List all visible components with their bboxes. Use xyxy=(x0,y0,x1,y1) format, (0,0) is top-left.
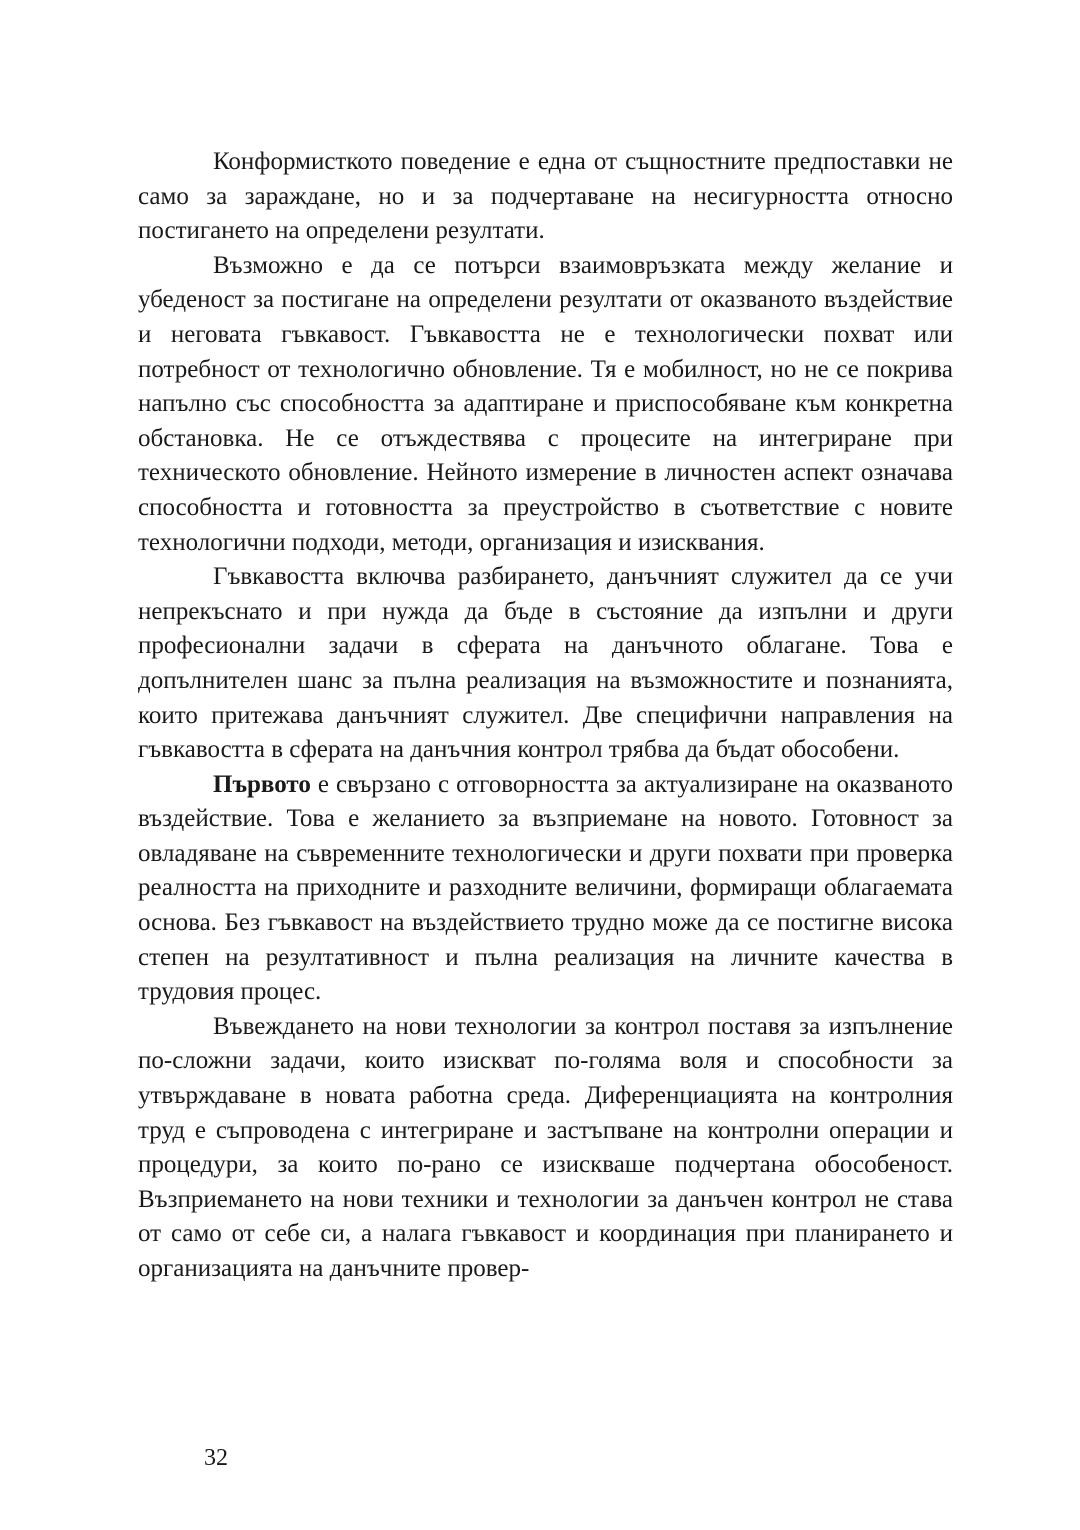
paragraph-3 xyxy=(138,560,953,768)
paragraph-1 xyxy=(138,145,953,249)
page-number: 32 xyxy=(204,1445,228,1471)
paragraph-3-text: Гъвкавостта включва разбирането, данъчният служител да се учи непрекъснато и при нужда да бъде в състояние да изпълни и други професионални задачи в сферата на данъчното облагане. Това е допълнителен шанс за пълна реализация на възможностите и познанията, които притежава данъчният служител. Две специфични направления на гъвкавостта в сферата на данъчния контрол трябва да бъдат обособени. xyxy=(138,563,953,764)
body-text xyxy=(138,145,953,1287)
paragraph-5-text: Въвеждането на нови технологии за контрол поставя за изпълнение по-сложни задачи, които изискват по-голяма воля и способности за утвърждаване в новата работна среда. Диференциацията на контролния труд е съпроводена с интегриране и застъпване на контролни операции и процедури, за които по-рано се изискваше подчертана обособеност. Възприемането на нови техники и технологии за данъчен контрол не става от само от себе си, а налага гъвкавост и координация при планирането и организацията на данъчните провер- xyxy=(138,1012,953,1282)
paragraph-2 xyxy=(138,249,953,560)
paragraph-4-bold-lead: Първото xyxy=(213,770,311,798)
paragraph-2-text: Възможно е да се потърси взаимовръзката между желание и убеденост за постигане на определени резултати от оказваното въздействие и неговата гъвкавост. Гъвкавостта не е технологически похват или потребност от технологично обновление. Тя е мобилност, но не се покрива напълно със способността за адаптиране и приспособяване към конкретна обстановка. Не се отъждествява с процесите на интегриране при техническото обновление. Нейното измерение в личностен аспект означава способността и готовността за преустройство в съответствие с новите технологични подходи, методи, организация и изисквания. xyxy=(138,251,953,556)
paragraph-1-text: Конформисткото поведение е една от същностните предпоставки не само за зараждане, но и за подчертаване на несигурността относно постигането на определени резултати. xyxy=(138,148,953,245)
paragraph-5 xyxy=(138,1010,953,1287)
paragraph-4 xyxy=(138,768,953,1010)
paragraph-4-text: е свързано с отговорността за актуализиране на оказваното въздействие. Това е желанието за възприемане на новото. Готовност за овладяване на съвременните технологически и други похвати при проверка реалността на приходните и разходните величини, формиращи облагаемата основа. Без гъвкавост на въздействието трудно може да се постигне висока степен на резултативност и пълна реализация на личните качества в трудовия процес. xyxy=(138,770,953,1006)
